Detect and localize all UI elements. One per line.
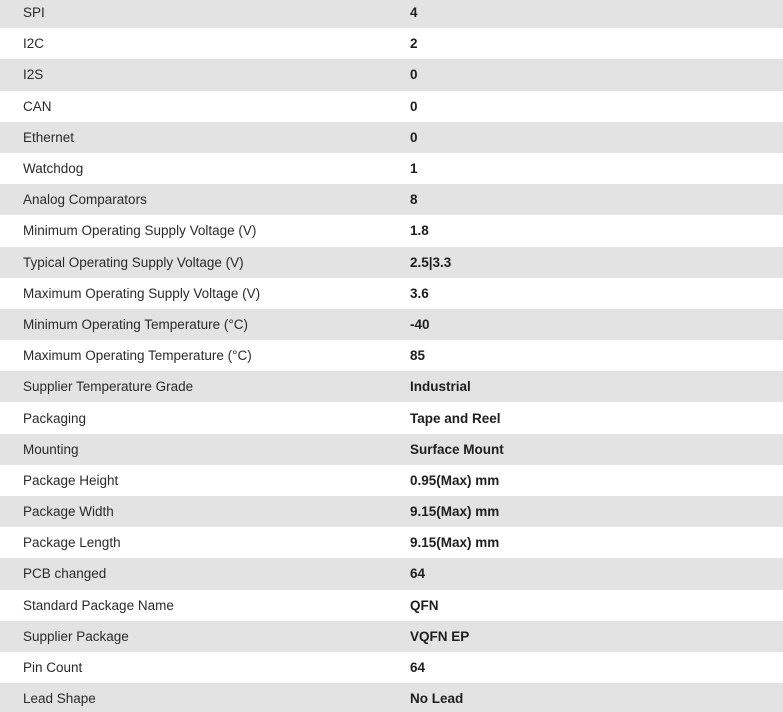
spec-label: Package Width [23, 504, 114, 520]
spec-label: Watchdog [23, 161, 84, 177]
spec-label: Supplier Temperature Grade [23, 379, 194, 395]
spec-value: 64 [410, 566, 426, 582]
spec-row [0, 434, 783, 465]
spec-label: Package Height [23, 472, 119, 488]
spec-value: 2 [410, 36, 418, 52]
spec-label: Pin Count [23, 660, 83, 676]
spec-row [0, 340, 783, 371]
spec-label: Maximum Operating Temperature (°C) [23, 348, 252, 364]
spec-row [0, 402, 783, 433]
spec-value: Tape and Reel [410, 410, 501, 426]
spec-row [0, 215, 783, 246]
spec-label: Maximum Operating Supply Voltage (V) [23, 285, 261, 301]
spec-row [0, 590, 783, 621]
spec-value: 2.5|3.3 [410, 254, 452, 270]
spec-label: Package Length [23, 535, 121, 551]
spec-value: 3.6 [410, 285, 429, 301]
spec-value: 64 [410, 660, 426, 676]
spec-value: 0.95(Max) mm [410, 472, 500, 488]
spec-value: 8 [410, 192, 418, 208]
spec-value: -40 [410, 316, 430, 332]
spec-row [0, 683, 783, 712]
spec-label: PCB changed [23, 566, 107, 582]
spec-value: 9.15(Max) mm [410, 504, 500, 520]
spec-row [0, 278, 783, 309]
spec-row [0, 652, 783, 683]
spec-label: Minimum Operating Supply Voltage (V) [23, 223, 257, 239]
spec-row [0, 153, 783, 184]
spec-value: Surface Mount [410, 441, 504, 457]
spec-value: QFN [410, 597, 439, 613]
spec-value: Industrial [410, 379, 471, 395]
spec-row [0, 527, 783, 558]
spec-row [0, 496, 783, 527]
spec-label: CAN [23, 98, 52, 114]
spec-row [0, 558, 783, 589]
spec-row [0, 309, 783, 340]
spec-value: 0 [410, 129, 418, 145]
spec-label: Packaging [23, 410, 87, 426]
spec-value: 85 [410, 348, 426, 364]
spec-value: VQFN EP [410, 628, 470, 644]
spec-value: 0 [410, 67, 418, 83]
spec-label: Typical Operating Supply Voltage (V) [23, 254, 244, 270]
spec-label: Lead Shape [23, 691, 96, 707]
spec-label: Ethernet [23, 129, 75, 145]
spec-label: SPI [23, 5, 45, 21]
spec-label: Supplier Package [23, 628, 129, 644]
spec-label: Standard Package Name [23, 597, 174, 613]
spec-row [0, 91, 783, 122]
spec-row [0, 184, 783, 215]
spec-value: 0 [410, 98, 418, 114]
spec-value: 9.15(Max) mm [410, 535, 500, 551]
spec-value: 1 [410, 161, 418, 177]
spec-label: Minimum Operating Temperature (°C) [23, 316, 248, 332]
spec-value: 4 [410, 5, 418, 21]
spec-label: I2S [23, 67, 44, 83]
spec-label: Analog Comparators [23, 192, 147, 208]
spec-row [0, 621, 783, 652]
spec-label: Mounting [23, 441, 79, 457]
spec-row [0, 59, 783, 90]
spec-value: No Lead [410, 691, 464, 707]
spec-row [0, 0, 783, 28]
spec-label: I2C [23, 36, 45, 52]
spec-row [0, 247, 783, 278]
spec-row [0, 122, 783, 153]
spec-value: 1.8 [410, 223, 429, 239]
spec-row [0, 28, 783, 59]
spec-row [0, 371, 783, 402]
spec-row [0, 465, 783, 496]
